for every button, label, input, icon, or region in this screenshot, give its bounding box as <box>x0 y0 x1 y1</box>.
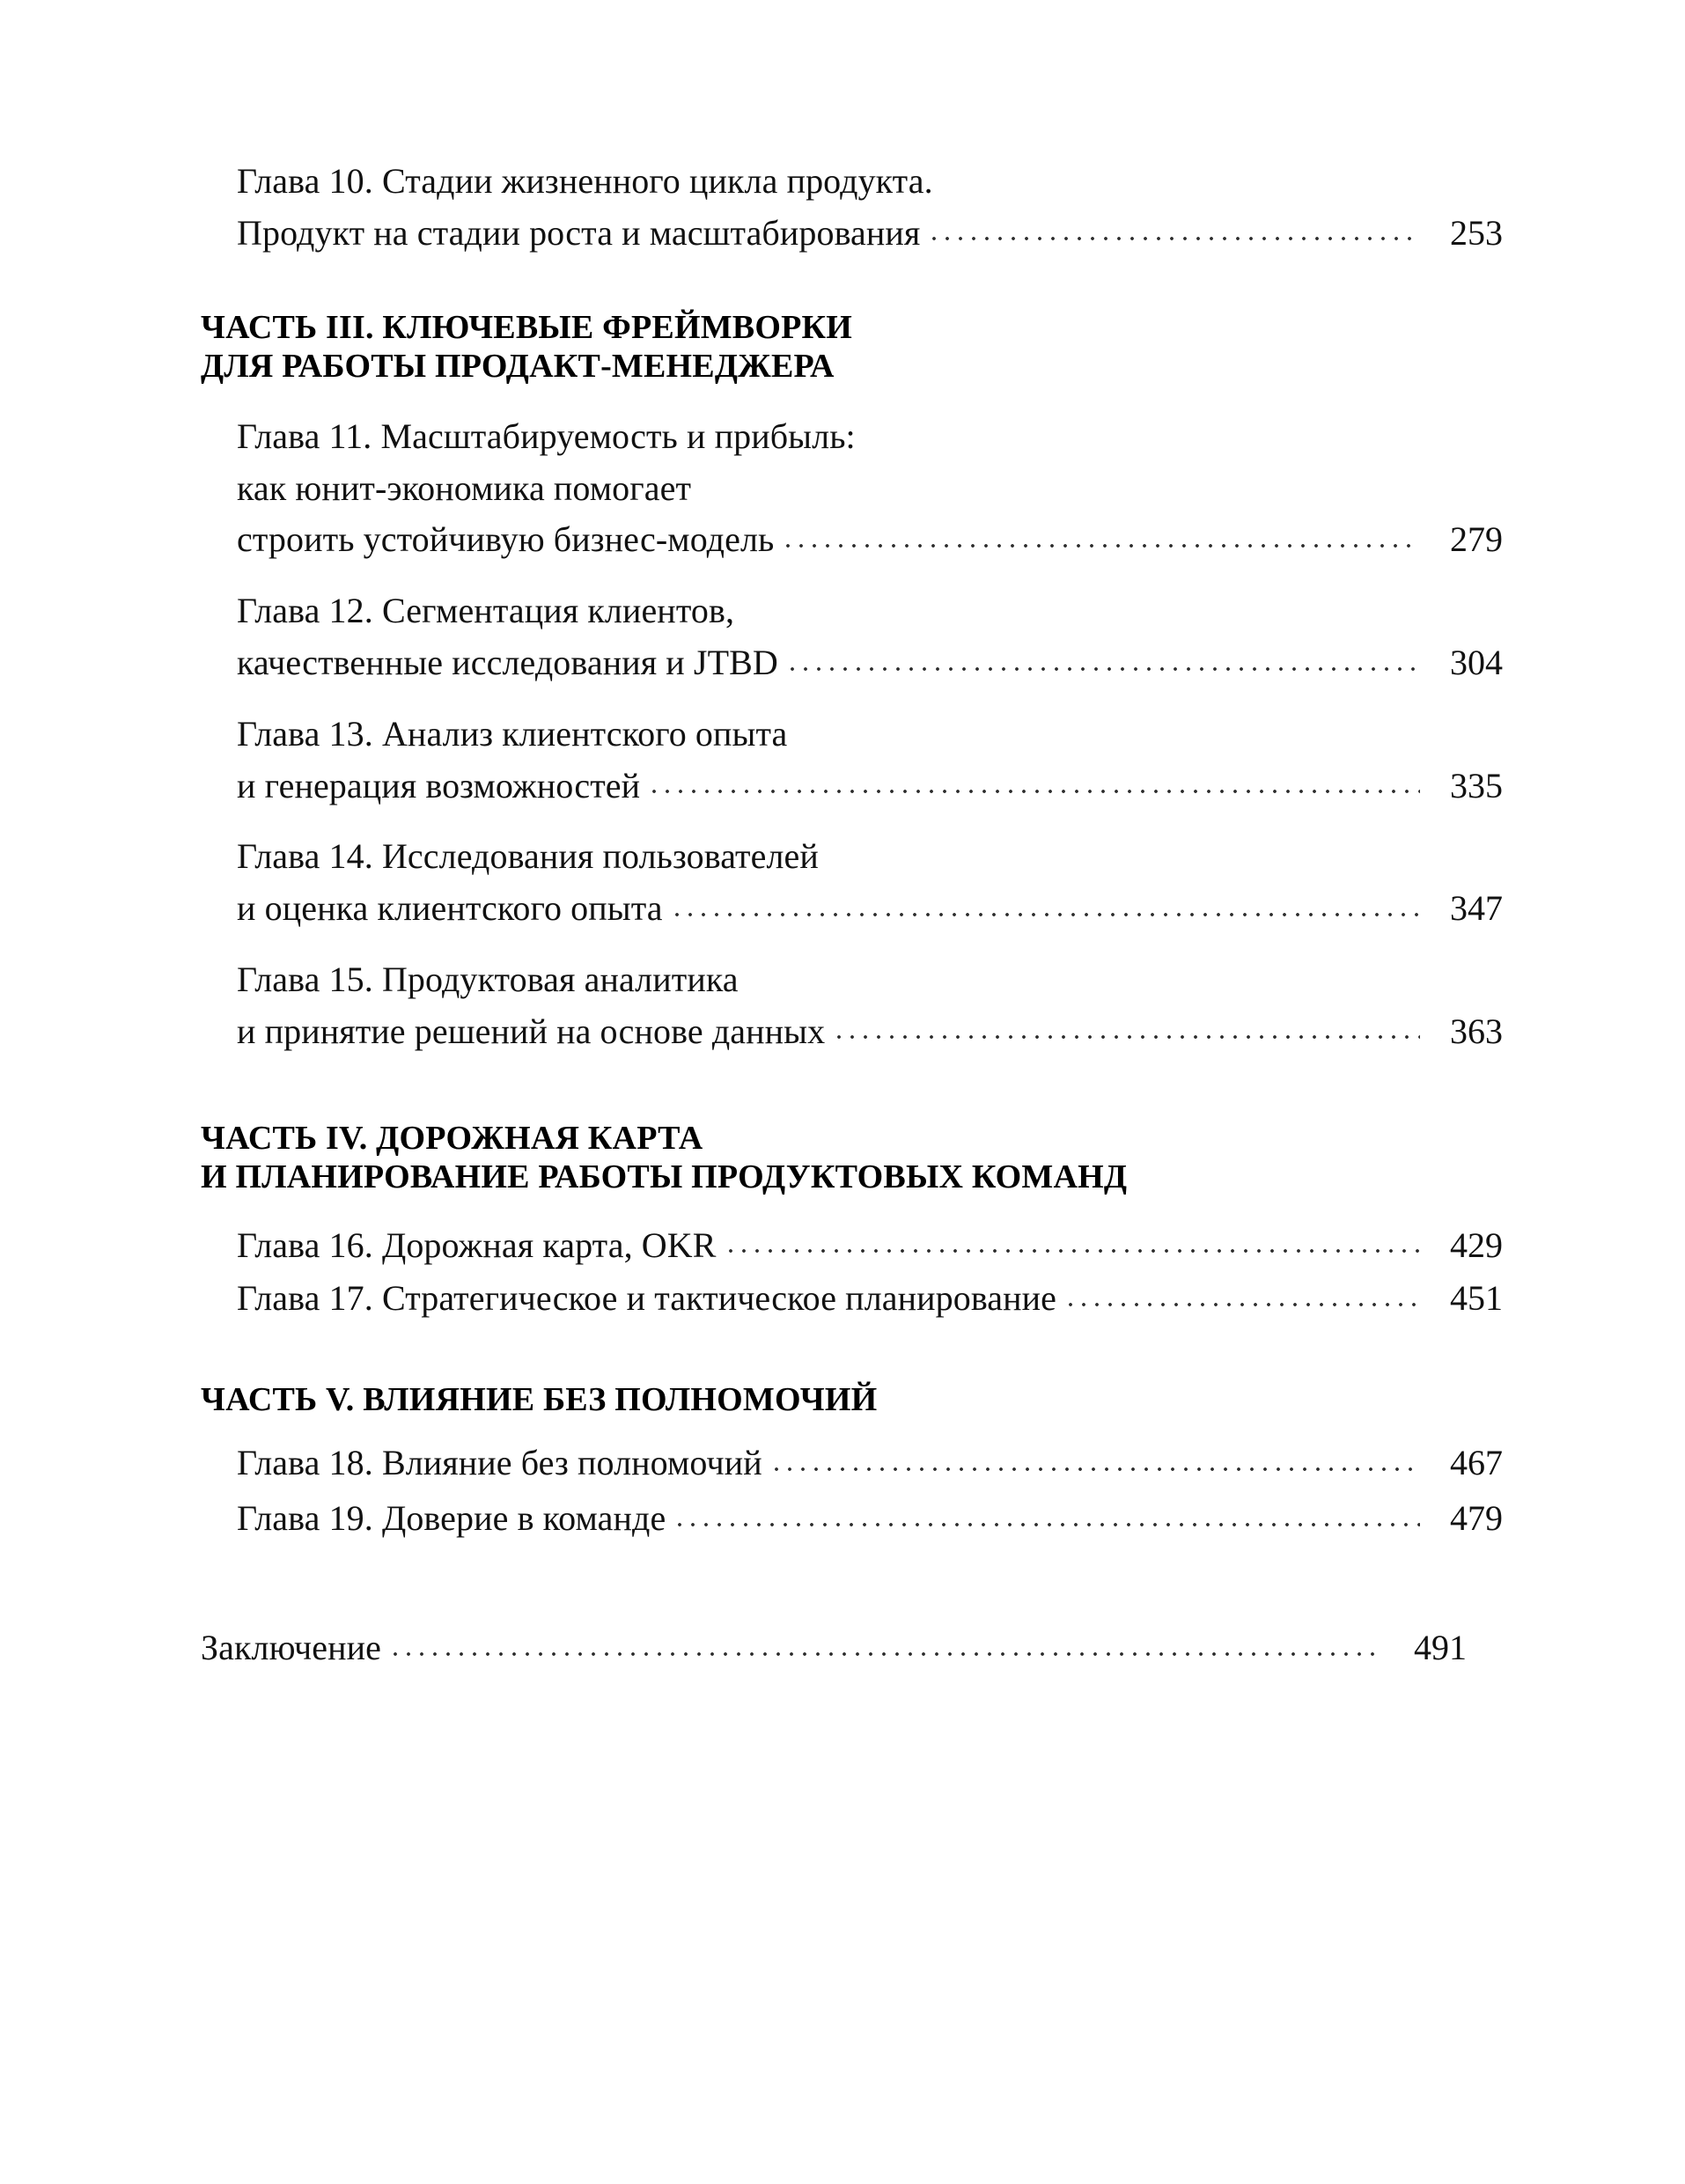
toc-entry-chapter-14[interactable] <box>201 836 1503 929</box>
dot-leader <box>394 1645 1384 1659</box>
toc-part-heading-3 <box>201 308 1467 386</box>
toc-part-heading-line-2: ДЛЯ РАБОТЫ ПРОДАКТ-МЕНЕДЖЕРА <box>201 347 835 385</box>
toc-entry-title-line-2: качественные исследования и JTBD <box>237 642 778 682</box>
toc-entry-line <box>237 415 1503 456</box>
toc-entry-title-line-1: Глава 19. Доверие в команде <box>237 1498 666 1539</box>
toc-entry-line <box>237 765 1503 805</box>
toc-entry-chapter-12[interactable] <box>201 593 1503 681</box>
toc-entry-title-line-1: Глава 11. Масштабируемость и прибыль: <box>237 415 856 456</box>
toc-entry-chapter-10[interactable] <box>201 161 1503 253</box>
toc-entry-line <box>237 1498 1503 1539</box>
toc-entry-line <box>237 888 1503 929</box>
toc-entry-line <box>237 642 1503 682</box>
dot-leader <box>786 537 1420 551</box>
toc-entry-line <box>237 959 1503 999</box>
toc-entry-chapter-19[interactable] <box>201 1498 1503 1539</box>
dot-leader <box>837 1029 1420 1043</box>
toc-page-number: 491 <box>1414 1627 1467 1667</box>
toc-entry-title-line-2: и генерация возможностей <box>237 765 641 805</box>
spacer <box>201 927 1467 962</box>
toc-page-number: 451 <box>1450 1278 1503 1319</box>
toc-page-number: 479 <box>1450 1498 1503 1539</box>
toc-part-heading-line-2: И ПЛАНИРОВАНИЕ РАБОТЫ ПРОДУКТОВЫХ КОМАНД <box>201 1158 1128 1195</box>
spacer <box>201 804 1467 839</box>
dot-leader <box>791 660 1420 674</box>
toc-entry-title-line-1: Глава 13. Анализ клиентского опыта <box>237 713 788 754</box>
toc-entry-chapter-16[interactable] <box>201 1224 1503 1265</box>
toc-part-heading-line-1: ЧАСТЬ III. КЛЮЧЕВЫЕ ФРЕЙМВОРКИ <box>201 308 853 346</box>
toc-entry-line <box>237 212 1503 253</box>
spacer <box>201 1317 1467 1380</box>
toc-entry-chapter-18[interactable] <box>201 1445 1503 1482</box>
dot-leader <box>1069 1296 1420 1310</box>
toc-entry-title-line-2: и оценка клиентского опыта <box>237 888 663 929</box>
toc-page-number: 253 <box>1450 212 1503 253</box>
toc-entry-chapter-13[interactable] <box>201 713 1503 805</box>
toc-entry-title-line-1: Заключение <box>201 1627 381 1667</box>
toc-entry-line <box>237 713 1503 754</box>
spacer <box>201 1537 1467 1630</box>
toc-entry-title-line-1: Глава 12. Сегментация клиентов, <box>237 591 735 631</box>
toc-entry-title-line-1: Глава 10. Стадии жизненного цикла продукта. <box>237 161 933 201</box>
toc-entry-line <box>237 161 1503 201</box>
toc-entry-title-line-3: строить устойчивую бизнес-модель <box>237 519 775 560</box>
dot-leader <box>652 783 1420 798</box>
toc-entry-title-line-1: Глава 14. Исследования пользователей <box>237 836 819 877</box>
toc-entry-line <box>237 593 1503 629</box>
toc-entry-title-line-2: Продукт на стадии роста и масштабирования <box>237 212 921 253</box>
toc-entry-title-line-1: Глава 16. Дорожная карта, OKR <box>237 1224 717 1265</box>
dot-leader <box>775 1460 1420 1474</box>
toc-page-number: 279 <box>1450 519 1503 560</box>
toc-entry-line <box>201 1627 1467 1667</box>
toc-entry-conclusion[interactable] <box>201 1627 1467 1667</box>
spacer <box>201 386 1467 419</box>
dot-leader <box>678 1516 1420 1530</box>
toc-page-number: 467 <box>1450 1443 1503 1483</box>
spacer <box>201 1419 1467 1445</box>
spacer <box>201 1196 1467 1228</box>
toc-page-number: 335 <box>1450 765 1503 805</box>
toc-page-number: 347 <box>1450 888 1503 929</box>
toc-entry-line <box>237 836 1503 877</box>
dot-leader <box>729 1243 1420 1257</box>
toc-entry-line <box>237 467 1503 508</box>
toc-page-number: 363 <box>1450 1011 1503 1051</box>
toc-entry-chapter-17[interactable] <box>201 1278 1503 1319</box>
dot-leader <box>932 231 1420 245</box>
toc-page-number: 429 <box>1450 1224 1503 1265</box>
toc-entry-line <box>237 1278 1503 1319</box>
toc-part-heading-line-1: ЧАСТЬ V. ВЛИЯНИЕ БЕЗ ПОЛНОМОЧИЙ <box>201 1381 878 1419</box>
toc-part-heading-line-1: ЧАСТЬ IV. ДОРОЖНАЯ КАРТА <box>201 1119 703 1157</box>
toc-part-heading-5 <box>201 1380 1467 1419</box>
toc-entry-chapter-15[interactable] <box>201 959 1503 1051</box>
toc-page-number: 304 <box>1450 642 1503 682</box>
toc-part-heading-4 <box>201 1119 1467 1196</box>
toc-entry-line <box>237 519 1503 560</box>
toc-entry-title-line-2: и принятие решений на основе данных <box>237 1011 826 1051</box>
toc-entry-line <box>237 1445 1503 1482</box>
spacer <box>201 558 1467 593</box>
spacer <box>201 681 1467 717</box>
toc-entry-line <box>237 1011 1503 1051</box>
table-of-contents <box>201 161 1503 1667</box>
toc-entry-title-line-1: Глава 18. Влияние без полномочий <box>237 1443 762 1483</box>
toc-entry-chapter-11[interactable] <box>201 415 1503 560</box>
spacer <box>201 252 1467 308</box>
dot-leader <box>675 906 1420 920</box>
spacer <box>201 1050 1467 1119</box>
toc-entry-title-line-2: как юнит-экономика помогает <box>237 467 692 508</box>
toc-entry-title-line-1: Глава 17. Стратегическое и тактическое планирование <box>237 1278 1056 1319</box>
toc-entry-title-line-1: Глава 15. Продуктовая аналитика <box>237 959 739 999</box>
toc-entry-line <box>237 1224 1503 1265</box>
